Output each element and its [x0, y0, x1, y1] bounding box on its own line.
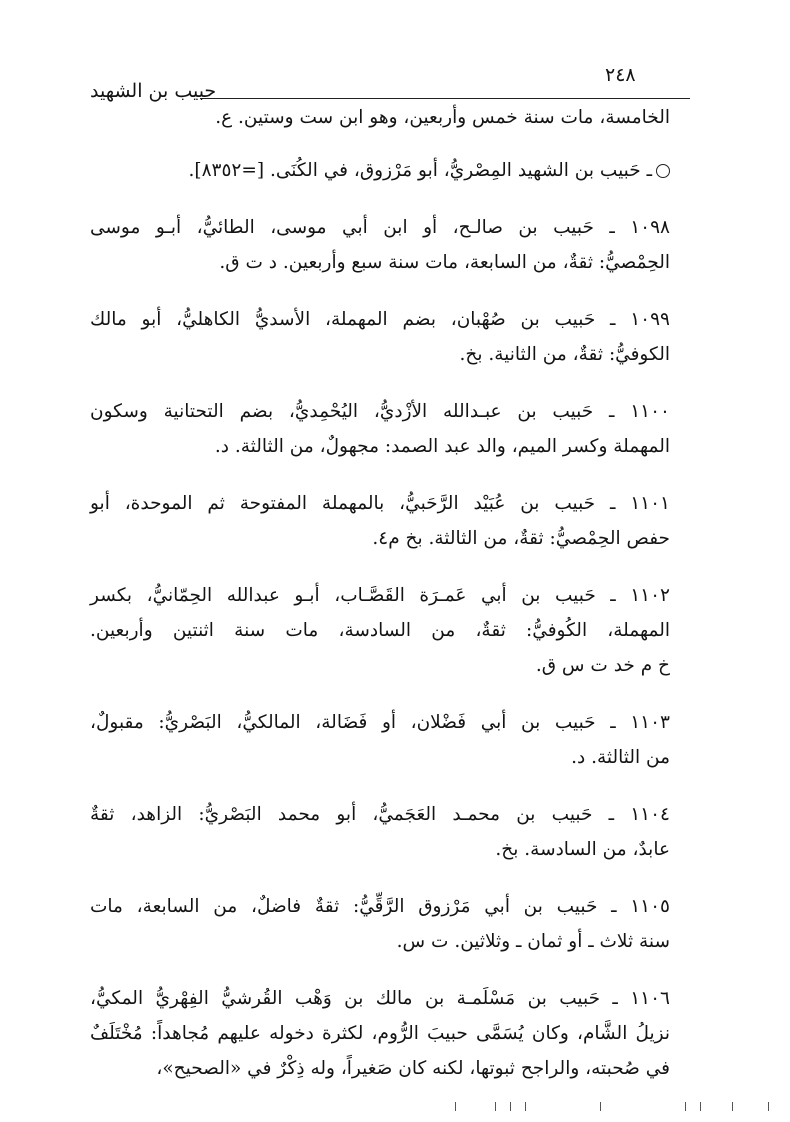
entry-line: ١١٠١ ـ حَبيب بن عُبَيْد الرَّحَبيُّ، بالمهملة المفتوحة ثم الموحدة، أبو	[90, 493, 670, 514]
entry-text	[90, 486, 670, 556]
entry-line: ١٠٩٨ ـ حَبيب بن صالـح، أو ابن أبي موسى، الطائيُّ، أبـو موسى	[90, 217, 670, 238]
entry-cross-reference	[90, 153, 670, 188]
entry-1098	[90, 210, 670, 280]
scan-mark	[768, 1102, 769, 1111]
entry-line: الحِمْصيُّ: ثقةٌ، من السابعة، مات سنة سبع وأربعين. د ت ق.	[219, 252, 670, 273]
scan-mark	[510, 1102, 511, 1111]
entry-1106	[90, 981, 670, 1086]
entry-line: ١٠٩٩ ـ حَبيب بن صُهْبان، بضم المهملة، الأسديُّ الكاهليُّ، أبو مالك	[90, 309, 670, 330]
entry-line	[90, 153, 670, 188]
entry-line: المهملة وكسر الميم، والد عبد الصمد: مجهولٌ، من الثالثة. د.	[214, 436, 670, 457]
entry-line-text: ـ حَبيب بن الشهيد المِصْريُّ، أبو مَرْزوق، في الكُنَى. [=٨٣٥٢].	[188, 160, 652, 181]
running-header	[90, 62, 660, 102]
entry-text	[90, 100, 670, 135]
header-rule	[200, 98, 690, 99]
entry-1101	[90, 486, 670, 556]
entry-text	[90, 705, 670, 775]
page-body	[90, 100, 670, 1108]
entry-text	[90, 302, 670, 372]
entry-line: نزيلُ الشَّام، وكان يُسَمَّى حبيبَ الرُّوم، لكثرة دخوله عليهم مُجاهداً: مُخْتَلَفٌ	[90, 1023, 670, 1044]
entry-line: ١١٠٦ ـ حَبيب بن مَسْلَمـة بن مالك بن وَهْب القُرشيُّ الفِهْريُّ المكيُّ،	[90, 988, 670, 1009]
entry-line: من الثالثة. د.	[571, 747, 670, 768]
entry-line: المهملة، الكُوفيُّ: ثقةٌ، من السادسة، مات سنة اثنتين وأربعين.	[90, 620, 670, 641]
scan-mark	[732, 1102, 733, 1111]
page-number: ٢٤٨	[605, 64, 636, 86]
scan-mark	[455, 1102, 456, 1111]
entry-line: عابدٌ، من السادسة. بخ.	[495, 839, 670, 860]
entry-text	[90, 210, 670, 280]
entry-line: في صُحبته، والراجح ثبوتها، لكنه كان صَغيراً، وله ذِكْرٌ في «الصحيح»،	[156, 1058, 670, 1079]
entry-text	[90, 889, 670, 959]
entry-text	[90, 578, 670, 683]
entry-line: خ م خد ت س ق.	[535, 655, 670, 676]
entry-1103	[90, 705, 670, 775]
entry-text	[90, 797, 670, 867]
scan-mark	[525, 1102, 526, 1111]
entry-1100	[90, 394, 670, 464]
scan-artifact-marks	[180, 1102, 780, 1114]
entry-line: ١١٠٣ ـ حَبيب بن أبي فَضْلان، أو فَضَالة، المالكيُّ، البَصْريُّ: مقبولٌ،	[90, 712, 670, 733]
entry-line: ١١٠٤ ـ حَبيب بن محمـد العَجَميُّ، أبو محمد البَصْريُّ: الزاهد، ثقةٌ	[90, 804, 670, 825]
entry-text	[90, 153, 670, 188]
entry-line: حفص الحِمْصيُّ: ثقةٌ، من الثالثة. بخ م٤.	[372, 528, 670, 549]
entry-line: ١١٠٢ ـ حَبيب بن أبي عَمـرَة القَصَّـاب، أبـو عبدالله الحِمّانيُّ، بكسر	[90, 585, 670, 606]
scan-mark	[600, 1102, 601, 1111]
entry-1099	[90, 302, 670, 372]
entry-line: الخامسة، مات سنة خمس وأربعين، وهو ابن ست وستين. ع.	[215, 107, 670, 128]
scan-mark	[495, 1102, 496, 1111]
entry-continuation	[90, 100, 670, 135]
scan-mark	[700, 1102, 701, 1111]
entry-text	[90, 394, 670, 464]
scan-mark	[685, 1102, 686, 1111]
entry-1102	[90, 578, 670, 683]
entry-line: سنة ثلاث ـ أو ثمان ـ وثلاثين. ت س.	[396, 931, 670, 952]
entry-line: ١١٠٥ ـ حَبيب بن أبي مَرْزوق الرَّقِّيُّ: ثقةٌ فاضلٌ، من السابعة، مات	[90, 896, 670, 917]
circle-marker-icon	[656, 164, 670, 178]
entry-1104	[90, 797, 670, 867]
header-title: حبيب بن الشهيد	[90, 80, 217, 102]
entry-text	[90, 981, 670, 1086]
entry-1105	[90, 889, 670, 959]
entry-line: ١١٠٠ ـ حَبيب بن عبـدالله الأزْديُّ، اليُحْمِديُّ، بضم التحتانية وسكون	[90, 401, 670, 422]
entry-line: الكوفيُّ: ثقةٌ، من الثانية. بخ.	[459, 344, 670, 365]
